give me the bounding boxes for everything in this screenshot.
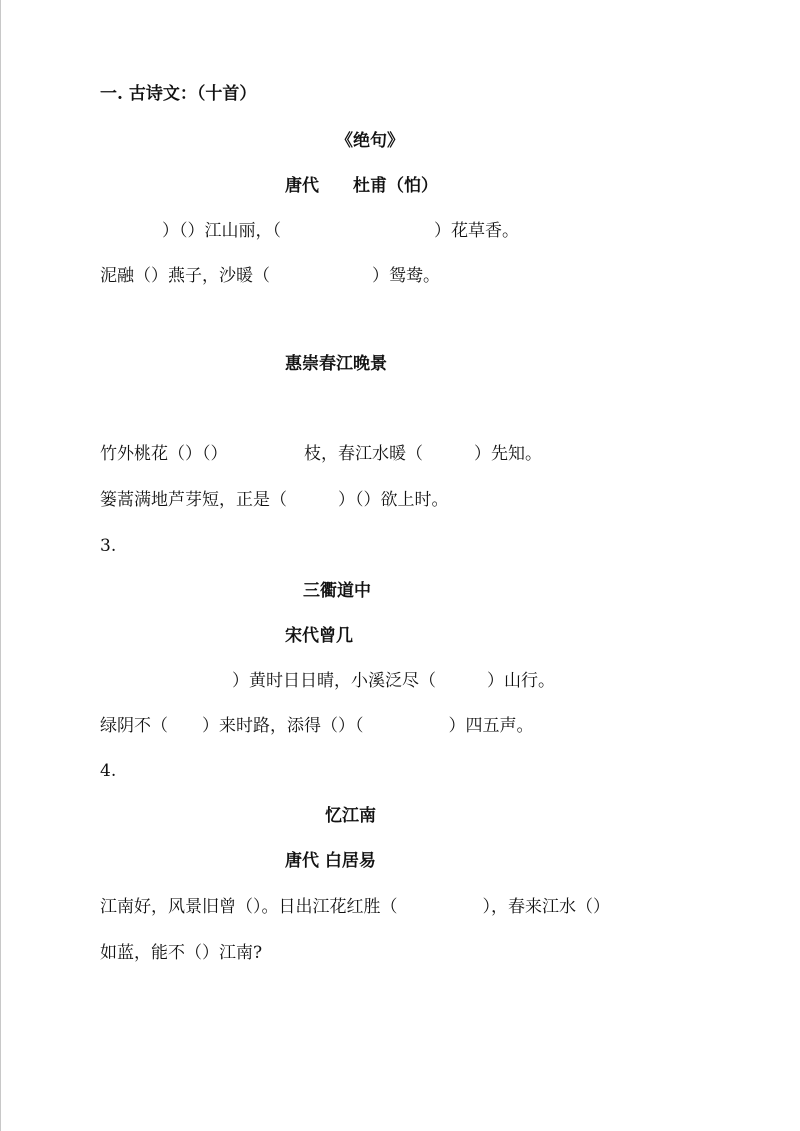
- poem-line: 泥融（）燕子，沙暖（ ）鸳鸯。: [100, 266, 440, 286]
- poem-line: 篓蒿满地芦芽短，正是（ ）（）欲上时。: [100, 490, 449, 510]
- page-edge: [0, 0, 1, 1131]
- poem-line: ）（）江山丽，（ ）花草香。: [162, 221, 519, 241]
- poem-line: 江南好，风景旧曾（）。日出江花红胜（ ），春来江水（）: [100, 897, 610, 917]
- poem-number: 4.: [100, 761, 117, 781]
- poem-author: 唐代 白居易: [285, 851, 376, 871]
- poem-title: 三衢道中: [303, 581, 371, 601]
- poem-line: 如蓝，能不（）江南?: [100, 943, 263, 963]
- poem-line: 绿阴不（ ）来时路，添得（）（ ）四五声。: [100, 716, 534, 736]
- poem-author: 宋代曾几: [285, 626, 353, 646]
- poem-line: 竹外桃花（）（） 枝，春江水暖（ ）先知。: [100, 444, 542, 464]
- poem-title: 忆江南: [325, 806, 376, 826]
- poem-line: ）黄时日日晴，小溪泛尽（ ）山行。: [232, 671, 555, 691]
- poem-author: 唐代 杜甫（怕）: [285, 176, 438, 196]
- poem-number: 3.: [100, 536, 117, 556]
- poem-title: 惠崇春江晚景: [285, 354, 387, 374]
- poem-title: 《绝句》: [336, 131, 404, 151]
- section-heading: 一. 古诗文：（十首）: [100, 84, 257, 104]
